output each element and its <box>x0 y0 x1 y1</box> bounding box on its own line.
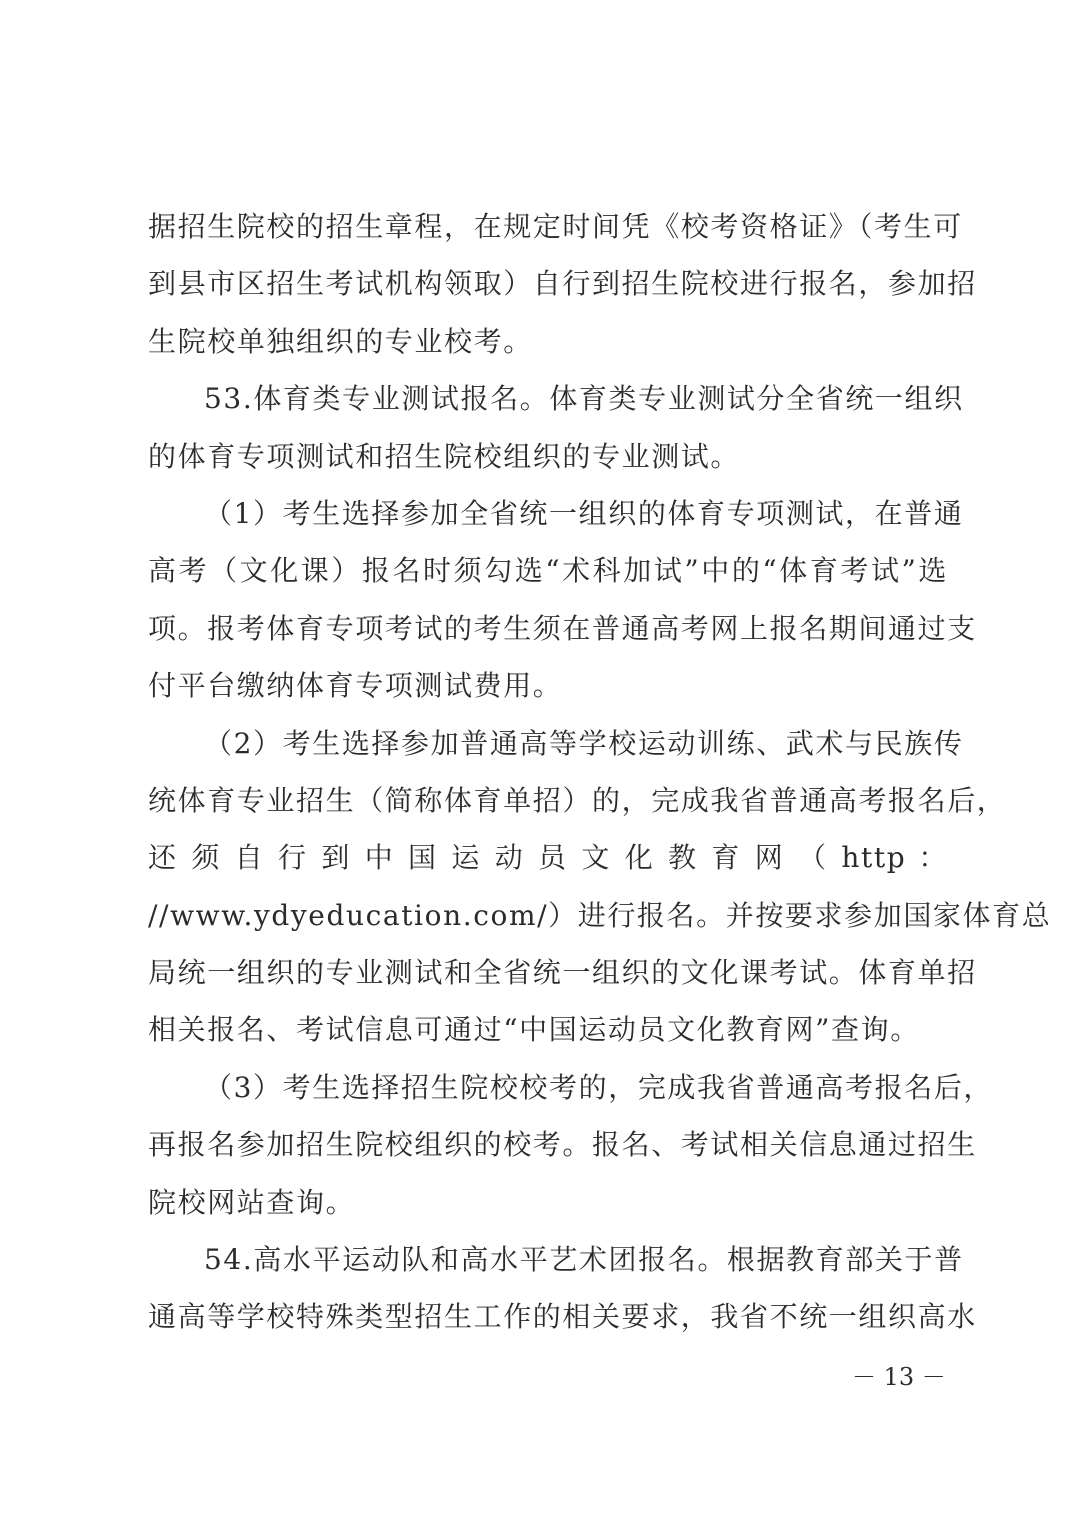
text-line: 高考（文化课）报名时须勾选“术科加试”中的“体育考试”选 <box>148 554 948 588</box>
page-number: － 13 － <box>852 1363 946 1391</box>
text-line: 到县市区招生考试机构领取）自行到招生院校进行报名，参加招 <box>148 267 977 301</box>
website-url-line: //www.ydyeducation.com/）进行报名。并按要求参加国家体育总 <box>148 898 1052 932</box>
text-line: 相关报名、考试信息可通过“中国运动员文化教育网”查询。 <box>148 1013 920 1047</box>
text-line: 项。报考体育专项考试的考生须在普通高考网上报名期间通过支 <box>148 611 977 645</box>
text-line: 生院校单独组织的专业校考。 <box>148 324 533 358</box>
text-line: 的体育专项测试和招生院校组织的专业测试。 <box>148 439 741 473</box>
section-54-heading-line: 54.高水平运动队和高水平艺术团报名。根据教育部关于普 <box>204 1243 964 1277</box>
text-line: 付平台缴纳体育专项测试费用。 <box>148 669 563 703</box>
item-1-first-line: （1）考生选择参加全省统一组织的体育专项测试，在普通 <box>204 496 964 530</box>
text-line: 据招生院校的招生章程，在规定时间凭《校考资格证》（考生可 <box>148 210 963 243</box>
section-53-heading-line: 53.体育类专业测试报名。体育类专业测试分全省统一组织 <box>204 382 964 416</box>
text-line: 通高等学校特殊类型招生工作的相关要求，我省不统一组织高水 <box>148 1300 977 1334</box>
text-line: 统体育专业招生（简称体育单招）的，完成我省普通高考报名后， <box>148 783 1007 817</box>
text-line: 再报名参加招生院校组织的校考。报名、考试相关信息通过招生 <box>148 1128 977 1162</box>
text-line: 局统一组织的专业测试和全省统一组织的文化课考试。体育单招 <box>148 956 977 990</box>
text-line: 院校网站查询。 <box>148 1185 356 1219</box>
item-3-first-line: （3）考生选择招生院校校考的，完成我省普通高考报名后， <box>204 1070 994 1104</box>
text-line-with-link-label: 还 须 自 行 到 中 国 运 动 员 文 化 教 育 网 （ http ： <box>148 841 948 875</box>
document-body <box>148 198 1052 1346</box>
item-2-first-line: （2）考生选择参加普通高等学校运动训练、武术与民族传 <box>204 726 964 760</box>
